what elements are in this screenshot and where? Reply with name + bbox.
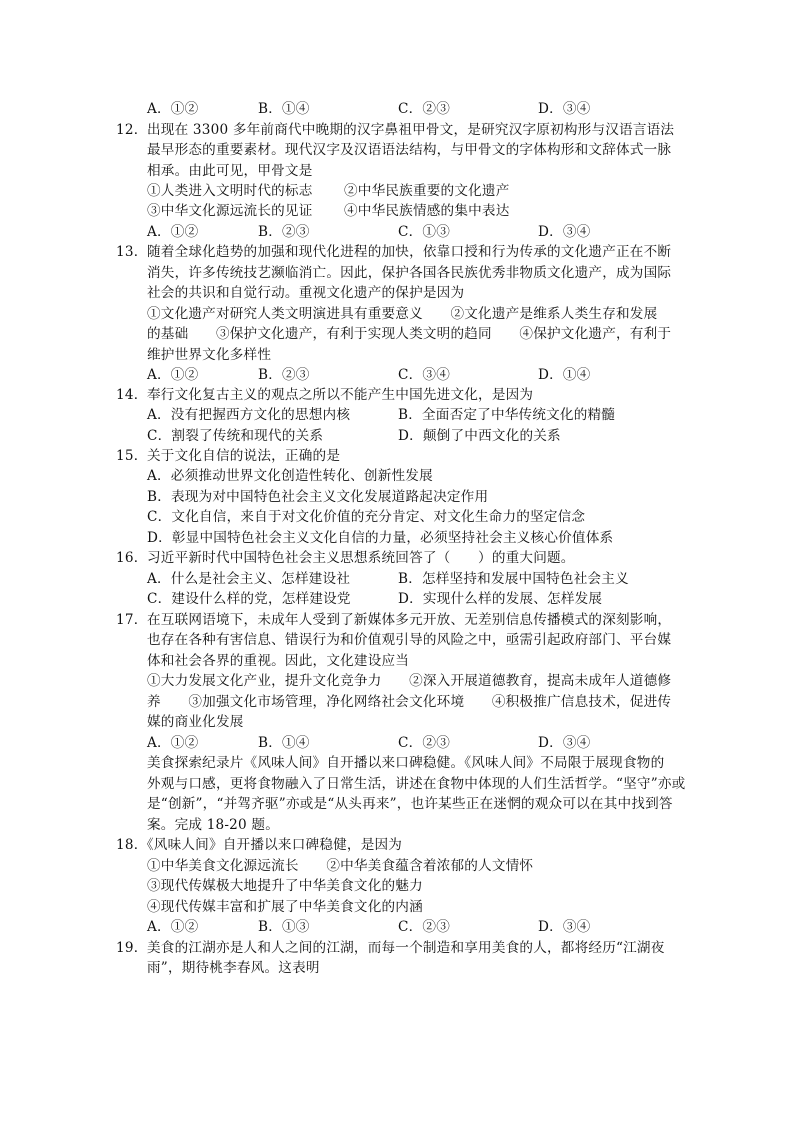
q13-stem-3: 社会的共识和自觉行动。重视文化遗产的保护是因为	[147, 285, 465, 301]
q16-stem: 习近平新时代中国特色社会主义思想系统回答了（ ）的重大问题。	[147, 550, 575, 566]
passage-line-2: 外观与口感，更将食物融入了日常生活，讲述在食物中体现的人们生活哲学。“坚守”亦或	[147, 776, 686, 792]
q13-number: 13．	[116, 244, 148, 260]
q14-number: 14．	[116, 387, 148, 403]
q18-items-2: ③现代传媒极大地提升了中华美食文化的魅力	[147, 878, 423, 894]
q18-items-1: ①中华美食文化源远流长 ②中华美食蕴含着浓郁的人文情怀	[147, 858, 534, 874]
q17-stem-3: 体和社会各界的重视。因此，文化建设应当	[147, 653, 410, 669]
q15-option-b: B．表现为对中国特色社会主义文化发展道路起决定作用	[147, 489, 489, 505]
q12-option-c: C．①③	[398, 224, 450, 240]
q19-number: 19．	[116, 940, 148, 956]
q12-item-1: ①人类进入文明时代的标志	[147, 183, 313, 199]
q13-option-b: B．②③	[258, 367, 310, 383]
q12-stem-3: 相承。由此可见，甲骨文是	[147, 163, 313, 179]
q17-option-a: A．①②	[147, 735, 199, 751]
q13-stem-5: 的基础 ③保护文化遗产，有利于实现人类文明的趋同 ④保护文化遗产，有利于	[147, 326, 672, 342]
q16-option-a: A．什么是社会主义、怎样建设社	[147, 571, 351, 587]
q14-option-b: B．全面否定了中华传统文化的精髓	[398, 407, 616, 423]
q18-option-d: D．③④	[538, 919, 591, 935]
q15-option-c: C．文化自信，来自于对文化价值的充分肯定、对文化生命力的坚定信念	[147, 509, 586, 525]
q18-number: 18．	[116, 837, 148, 853]
q17-stem-6: 媒的商业化发展	[147, 714, 244, 730]
q15-number: 15．	[116, 448, 148, 464]
q11-option-d: D．③④	[538, 101, 591, 117]
q15-option-a: A．必须推动世界文化创造性转化、创新性发展	[147, 468, 433, 484]
q13-option-d: D．①④	[538, 367, 591, 383]
q17-stem-4: ①大力发展文化产业，提升文化竞争力 ②深入开展道德教育，提高未成年人道德修	[147, 673, 672, 689]
q19-stem-1: 美食的江湖亦是人和人之间的江湖，而每一个制造和享用美食的人，都将经历“江湖夜	[147, 940, 665, 956]
q19-stem-2: 雨”，期待桃李春风。这表明	[147, 960, 320, 976]
q12-item-2: ②中华民族重要的文化遗产	[344, 183, 510, 199]
q12-item-4: ④中华民族情感的集中表达	[344, 203, 510, 219]
q17-option-b: B．①④	[258, 735, 310, 751]
q11-option-a: A．①②	[147, 101, 199, 117]
q18-items-3: ④现代传媒丰富和扩展了中华美食文化的内涵	[147, 899, 423, 915]
q13-option-c: C．③④	[398, 367, 450, 383]
q17-stem-2: 也存在各种有害信息、错误行为和价值观引导的风险之中，亟需引起政府部门、平台媒	[147, 632, 672, 648]
q16-option-d: D．实现什么样的发展、怎样发展	[398, 591, 603, 607]
q16-option-b: B．怎样坚持和发展中国特色社会主义	[398, 571, 629, 587]
q17-stem-5: 养 ③加强文化市场管理，净化网络社会文化环境 ④积极推广信息技术，促进传	[147, 694, 672, 710]
q14-stem: 奉行文化复古主义的观点之所以不能产生中国先进文化，是因为	[147, 387, 534, 403]
passage-line-4: 案。完成 18-20 题。	[147, 817, 279, 833]
q15-stem: 关于文化自信的说法，正确的是	[147, 448, 341, 464]
q11-option-b: B．①④	[258, 101, 310, 117]
q12-option-d: D．③④	[538, 224, 591, 240]
passage-line-3: 是“创新”，“并驾齐驱”亦或是“从头再来”，也许某些正在迷惘的观众可以在其中找到答	[147, 796, 673, 812]
q12-stem-1: 出现在 3300 多年前商代中晚期的汉字鼻祖甲骨文，是研究汉字原初构形与汉语言语法	[147, 122, 675, 138]
q13-stem-2: 消失，许多传统技艺濒临消亡。因此，保护各国各民族优秀非物质文化遗产，成为国际	[147, 265, 672, 281]
q18-option-c: C．②③	[398, 919, 450, 935]
q12-option-a: A．①②	[147, 224, 199, 240]
passage-line-1: 美食探索纪录片《风味人间》自开播以来口碑稳健。《风味人间》不局限于展现食物的	[147, 755, 665, 771]
q13-stem-1: 随着全球化趋势的加强和现代化进程的加快，依靠口授和行为传承的文化遗产正在不断	[147, 244, 672, 260]
q14-option-c: C．割裂了传统和现代的关系	[147, 428, 324, 444]
q16-option-c: C．建设什么样的党，怎样建设党	[147, 591, 351, 607]
q17-number: 17．	[116, 612, 148, 628]
q12-number: 12．	[116, 122, 148, 138]
q18-option-a: A．①②	[147, 919, 199, 935]
q12-stem-2: 最早形态的重要素材。现代汉字及汉语语法结构，与甲骨文的字体构形和文辞体式一脉	[147, 142, 672, 158]
q16-number: 16．	[116, 550, 148, 566]
q12-item-3: ③中华文化源远流长的见证	[147, 203, 313, 219]
q17-option-d: D．③④	[538, 735, 591, 751]
q17-stem-1: 在互联网语境下，未成年人受到了新媒体多元开放、无差别信息传播模式的深刻影响，	[147, 612, 672, 628]
q12-option-b: B．②③	[258, 224, 310, 240]
q11-option-c: C．②③	[398, 101, 450, 117]
q17-option-c: C．②③	[398, 735, 450, 751]
q18-option-b: B．①③	[258, 919, 310, 935]
q14-option-a: A．没有把握西方文化的思想内核	[147, 407, 351, 423]
q13-stem-4: ①文化遗产对研究人类文明演进具有重要意义 ②文化遗产是维系人类生存和发展	[147, 306, 658, 322]
q18-stem: 《风味人间》自开播以来口碑稳健，是因为	[140, 837, 403, 853]
q15-option-d: D．彰显中国特色社会主义文化自信的力量，必须坚持社会主义核心价值体系	[147, 530, 614, 546]
q13-option-a: A．①②	[147, 367, 199, 383]
q14-option-d: D．颠倒了中西文化的关系	[398, 428, 561, 444]
q13-stem-6: 维护世界文化多样性	[147, 347, 272, 363]
